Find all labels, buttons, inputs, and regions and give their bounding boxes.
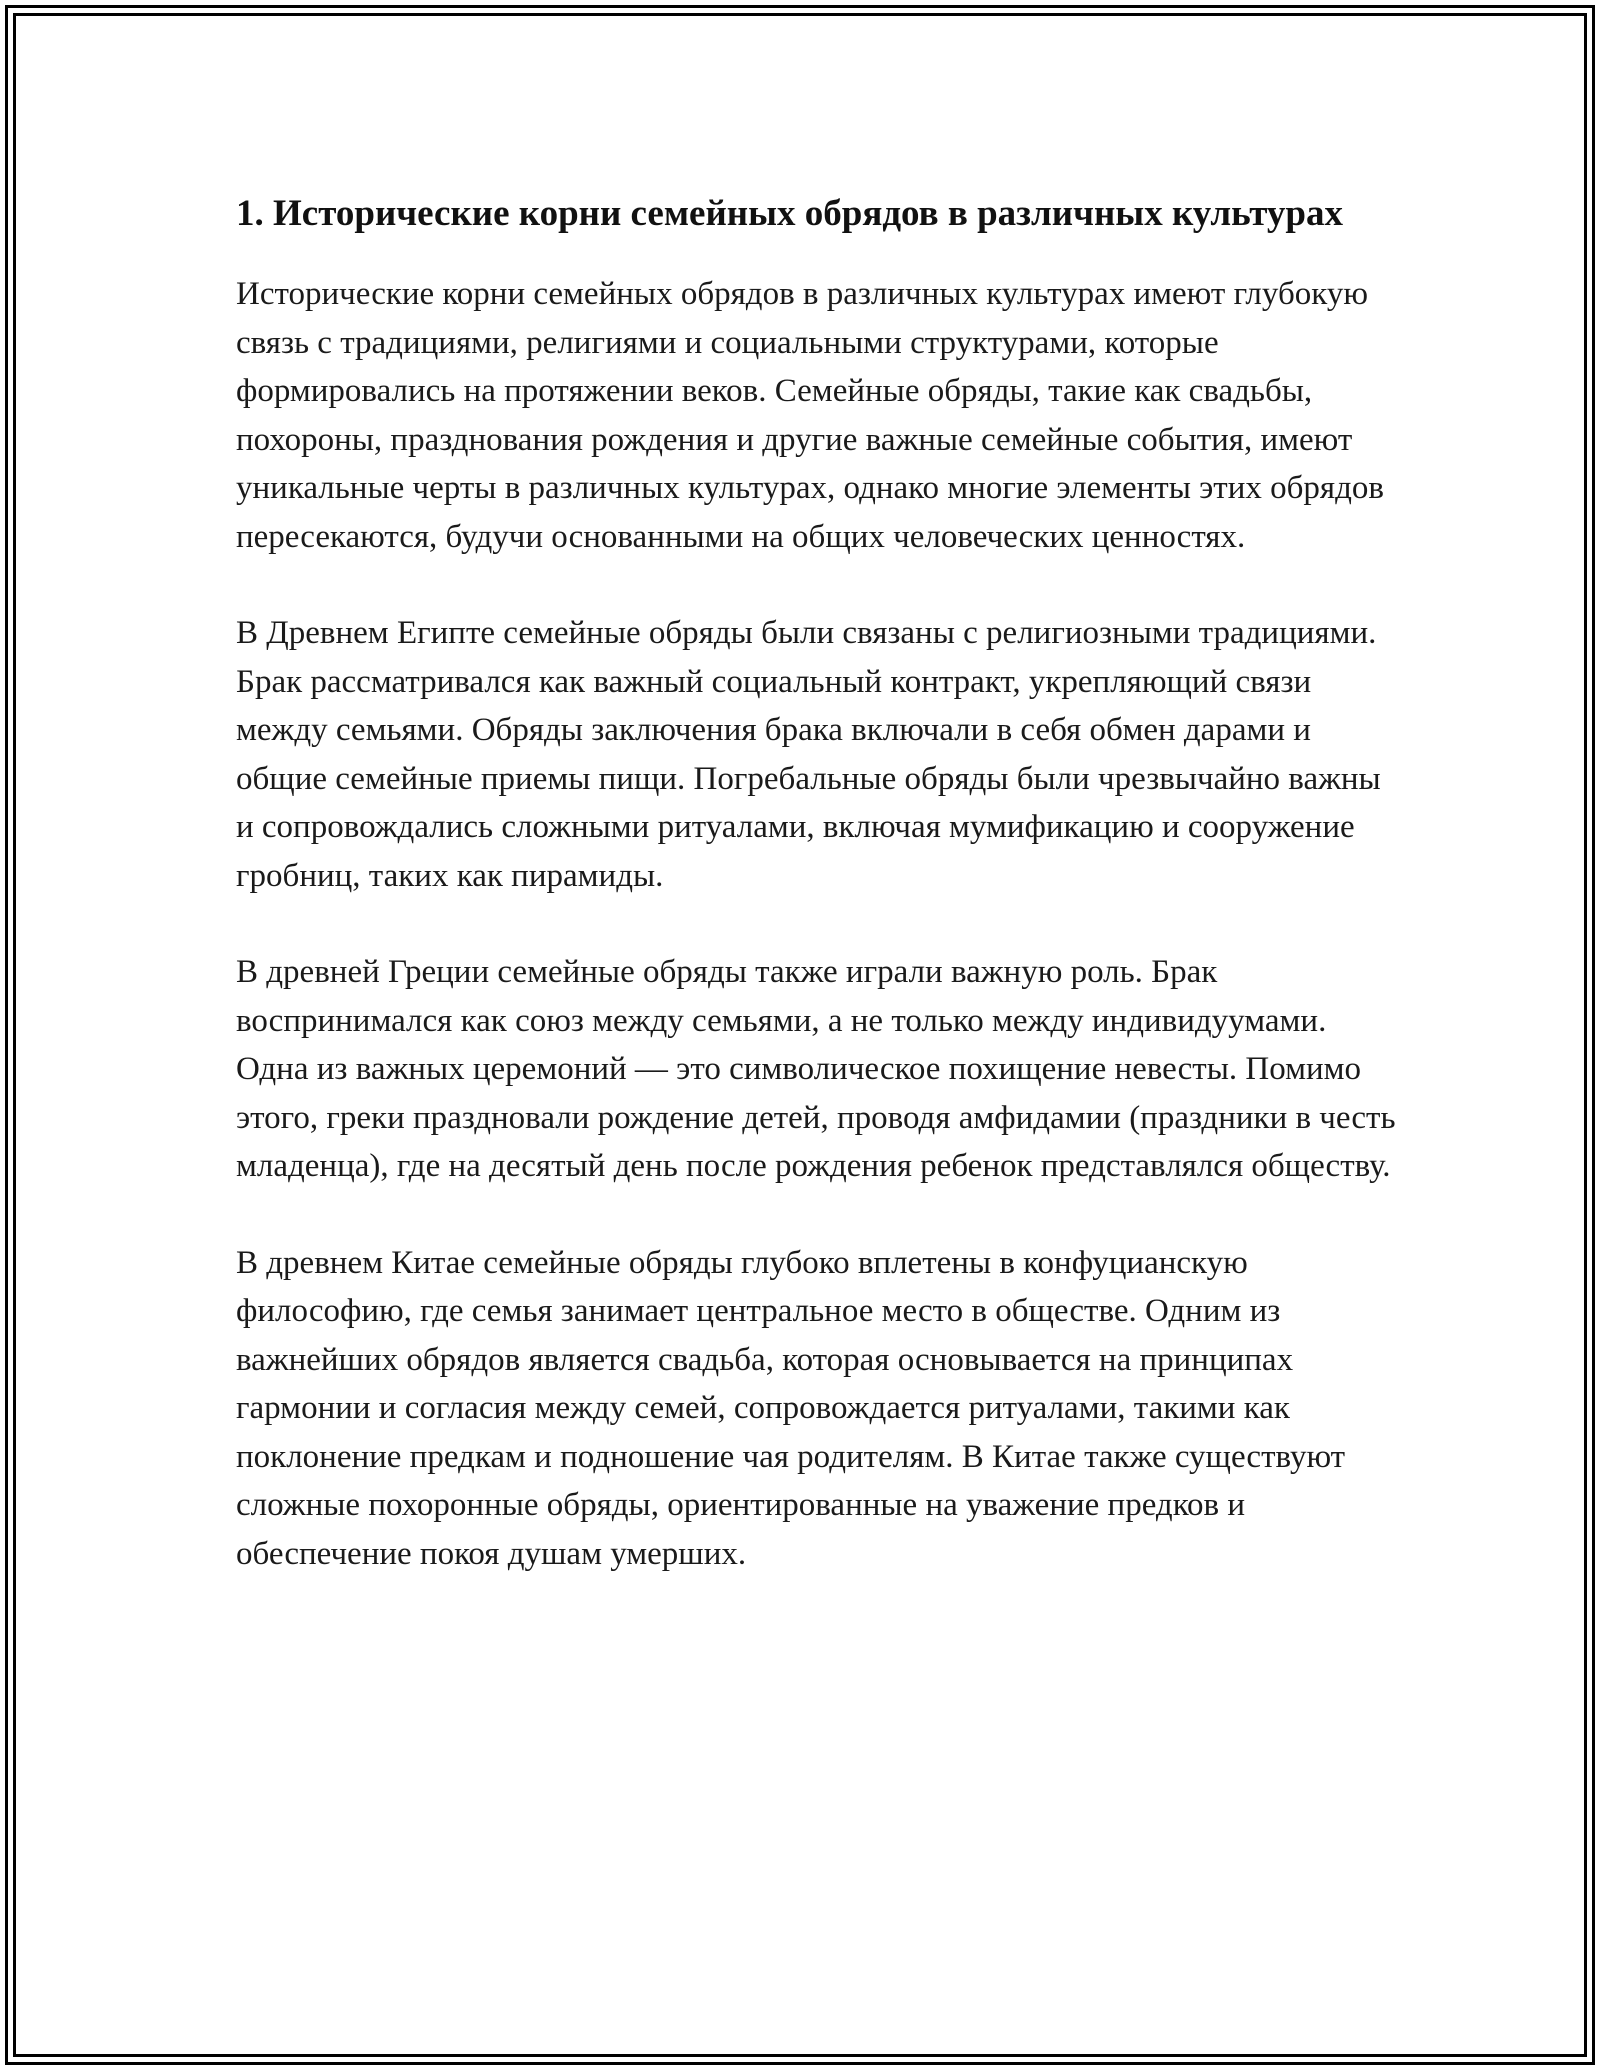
section-title: 1. Исторические корни семейных обрядов в различных культурах: [236, 193, 1344, 234]
paragraph-egypt: В Древнем Египте семейные обряды были связаны с религиозными традициями. Брак рассматривался как важный социальный контракт, укрепляющий связи между семьями. Обряды заключения брака включали в себя обмен дарами и общие семейные приемы пищи. Погребальные обряды были чрезвычайно важны и сопровождались сложными ритуалами, включая мумификацию и сооружение гробниц, таких как пирамиды.: [236, 615, 1381, 894]
paragraph-intro: Исторические корни семейных обрядов в различных культурах имеют глубокую связь с традициями, религиями и социальными структурами, которые формировались на протяжении веков. Семейные обряды, такие как свадьбы, похороны, празднования рождения и другие важные семейные события, имеют уникальные черты в различных культурах, однако многие элементы этих обрядов пересекаются, будучи основанными на общих человеческих ценностях.: [236, 276, 1384, 555]
paragraph-greece: В древней Греции семейные обряды также играли важную роль. Брак воспринимался как союз между семьями, а не только между индивидуумами. Одна из важных церемоний — это символическое похищение невесты. Помимо этого, греки праздновали рождение детей, проводя амфидамии (праздники в честь младенца), где на десятый день после рождения ребенок представлялся обществу.: [236, 954, 1396, 1184]
document-body: [236, 186, 1396, 1626]
paragraph-china: В древнем Китае семейные обряды глубоко вплетены в конфуцианскую философию, где семья занимает центральное место в обществе. Одним из важнейших обрядов является свадьба, которая основывается на принципах гармонии и согласия между семей, сопровождается ритуалами, такими как поклонение предкам и подношение чая родителям. В Китае также существуют сложные похоронные обряды, ориентированные на уважение предков и обеспечение покоя душам умерших.: [236, 1244, 1346, 1572]
